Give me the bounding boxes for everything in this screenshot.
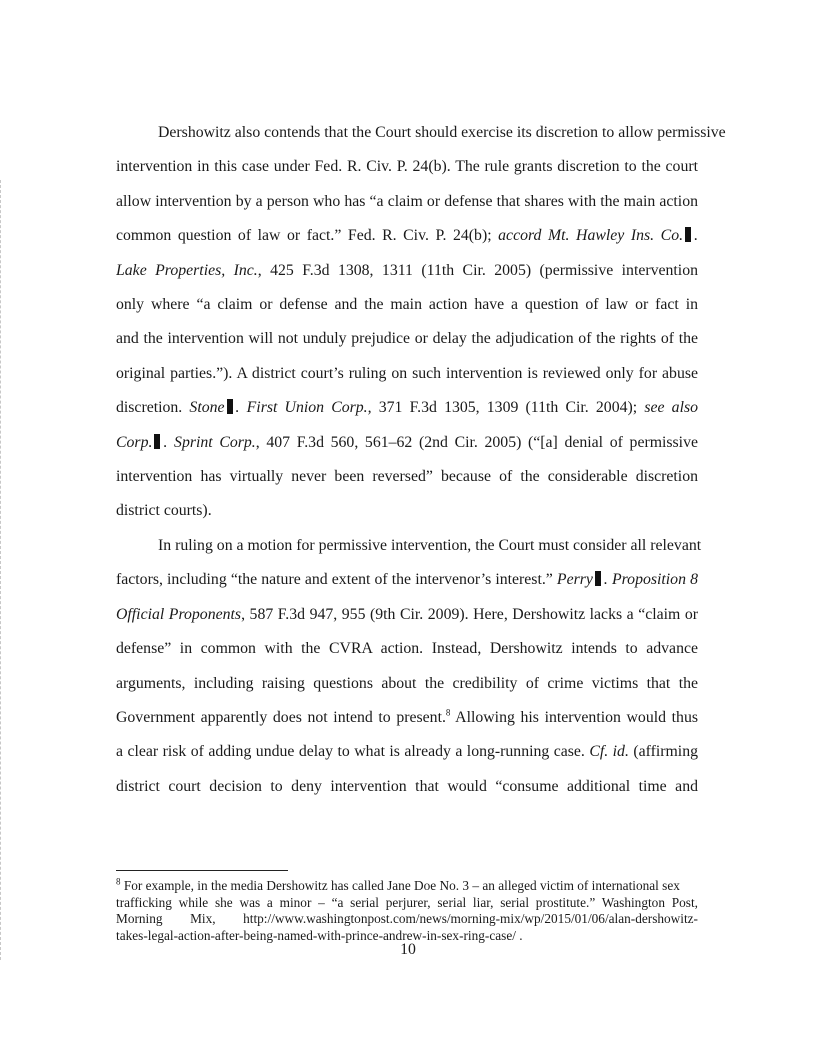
text-line: only where “a claim or defense and the main action have a question of law or fact in (116, 295, 698, 313)
text-line: Lake Properties, Inc., 425 F.3d 1308, 1311 (11th Cir. 2005) (permissive intervention (116, 261, 698, 279)
text-line: arguments, including raising questions about the credibility of crime victims that the (116, 674, 698, 692)
text-line: allow intervention by a person who has “a claim or defense that shares with the main action (116, 192, 698, 210)
text-line: discretion. Stone . First Union Corp., 371 F.3d 1305, 1309 (11th Cir. 2004); see also (116, 391, 698, 425)
redaction-mark (227, 399, 233, 414)
footnote-separator (116, 870, 288, 871)
citation-official-proponents: Official Proponents (116, 605, 242, 623)
redaction-mark (154, 434, 160, 449)
text-line: intervention has virtually never been reversed” because of the considerable discretion (116, 467, 698, 485)
text-line: common question of law or fact.” Fed. R. Civ. P. 24(b); accord Mt. Hawley Ins. Co. . (116, 227, 698, 245)
footnote-line: trafficking while she was a minor – “a serial perjurer, serial liar, serial prostitute.” Washington Post, (116, 894, 698, 910)
redaction-mark (595, 571, 601, 586)
text-line: and the intervention will not unduly prejudice or delay the adjudication of the rights of the (116, 330, 698, 348)
footnote-marker: 8 (116, 876, 121, 887)
text-line: Corp. . Sprint Corp., 407 F.3d 560, 561–62 (2nd Cir. 2005) (“[a] denial of permissive (116, 433, 698, 451)
citation-sprint: . Sprint Corp. (163, 433, 256, 451)
footnote-ref: 8 (445, 707, 451, 718)
footnote-8 (116, 878, 698, 944)
scan-margin-mark (0, 180, 3, 960)
text-line: Government apparently does not intend to present.$^8$ Allowing his intervention would thus (116, 707, 698, 726)
citation-sandy-lake: Lake Properties, Inc. (116, 261, 258, 279)
page-number: 10 (400, 941, 416, 958)
text-line: original parties.”). A district court’s ruling on such intervention is reviewed only for abuse (116, 364, 698, 382)
text-line: district courts). (116, 502, 212, 520)
text-line: a clear risk of adding undue delay to what is already a long-running case. Cf. id. (affirming (116, 743, 698, 761)
redaction-mark (685, 227, 691, 242)
citation-cf-id: Cf. id. (589, 743, 629, 761)
citation-perry: Perry (556, 571, 593, 589)
text-line: Dershowitz also contends that the Court should exercise its discretion to allow permissive (158, 124, 726, 141)
citation-att: see also (644, 399, 698, 417)
text-line: district court decision to deny intervention that would “consume additional time and (116, 777, 698, 795)
text-line: Official Proponents, 587 F.3d 947, 955 (9th Cir. 2009). Here, Dershowitz lacks a “claim or (116, 605, 698, 623)
footnote-line: Morning Mix, http://www.washingtonpost.com/news/morning-mix/wp/2015/01/06/alan-dershowitz- (116, 911, 698, 927)
citation-stone: Stone (189, 399, 225, 417)
text-line: In ruling on a motion for permissive intervention, the Court must consider all relevant (158, 537, 702, 554)
paragraph-ruling-factors (116, 529, 702, 804)
text-line: factors, including “the nature and extent of the intervenor’s interest.” Perry . Proposition 8 (116, 571, 698, 589)
paragraph-permissive-intervention (116, 116, 726, 529)
text-line: intervention in this case under Fed. R. Civ. P. 24(b). The rule grants discretion to the court (116, 158, 698, 176)
text-line: defense” in common with the CVRA action. Instead, Dershowitz intends to advance (116, 640, 698, 658)
footnote-line: $^8$ For example, in the media Dershowitz has called Jane Doe No. 3 – an alleged victim of international sex (116, 876, 680, 893)
citation-mt-hawley: accord Mt. Hawley Ins. Co. (498, 227, 684, 245)
footnote-line: takes-legal-action-after-being-named-with-prince-andrew-in-sex-ring-case/ . (116, 927, 523, 943)
